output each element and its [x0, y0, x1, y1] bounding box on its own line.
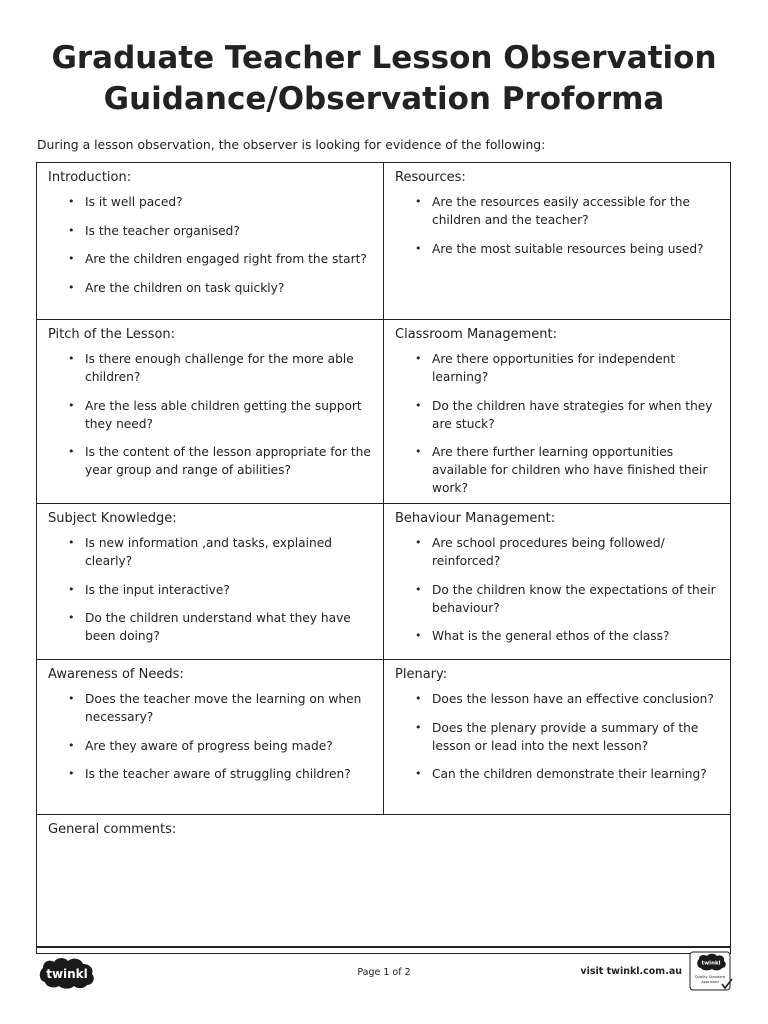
list-item: • Can the children demonstrate their learning?: [415, 765, 720, 783]
list-item: • Is new information ,and tasks, explained clearly?: [68, 534, 373, 570]
section-title: Introduction:: [48, 170, 132, 185]
list-item: • Are the resources easily accessible for the children and the teacher?: [415, 193, 720, 229]
section-title: Awareness of Needs:: [48, 667, 184, 682]
bullet-list: [395, 350, 720, 497]
section-title: Behaviour Management:: [395, 511, 556, 526]
list-item: • Are school procedures being followed/ reinforced?: [415, 534, 720, 570]
section-title: Classroom Management:: [395, 327, 557, 342]
title-line-2: Guidance/Observation Proforma: [103, 81, 665, 117]
section-title: Plenary:: [395, 667, 448, 682]
list-item: • Are the children on task quickly?: [68, 279, 373, 297]
footer-divider: [36, 946, 731, 948]
bullet-list: [395, 690, 720, 783]
bullet-list: [395, 534, 720, 645]
bullet-list: [48, 350, 373, 479]
list-item: • Is there enough challenge for the more able children?: [68, 350, 373, 386]
list-item: • Is the input interactive?: [68, 581, 373, 599]
list-item: • Are there opportunities for independent learning?: [415, 350, 720, 386]
quality-badge-icon: [689, 951, 733, 993]
badge-brand: twinkl: [701, 960, 721, 967]
list-item: • Are the children engaged right from the start?: [68, 250, 373, 268]
intro-text: During a lesson observation, the observer is looking for evidence of the following:: [37, 137, 546, 152]
list-item: • Does the lesson have an effective conclusion?: [415, 690, 720, 708]
section-plenary: [384, 660, 731, 815]
section-resources: [384, 163, 731, 320]
bullet-list: [395, 193, 720, 258]
list-item: • Do the children have strategies for when they are stuck?: [415, 397, 720, 433]
list-item: • Is it well paced?: [68, 193, 373, 211]
list-item: • Is the teacher organised?: [68, 222, 373, 240]
section-introduction: [37, 163, 384, 320]
list-item: • Is the content of the lesson appropriate for the year group and range of abilities?: [68, 443, 373, 479]
badge-line-2: Approved: [701, 980, 719, 984]
list-item: • Are the less able children getting the support they need?: [68, 397, 373, 433]
section-behaviour-management: [384, 504, 731, 660]
list-item: • Is the teacher aware of struggling children?: [68, 765, 373, 783]
list-item: • Do the children know the expectations of their behaviour?: [415, 581, 720, 617]
list-item: • What is the general ethos of the class?: [415, 627, 720, 645]
bullet-list: [48, 534, 373, 645]
list-item: • Do the children understand what they have been doing?: [68, 609, 373, 645]
section-classroom-management: [384, 320, 731, 504]
section-general-comments[interactable]: [37, 815, 731, 954]
section-title: Subject Knowledge:: [48, 511, 177, 526]
bullet-list: [48, 193, 373, 297]
logo-text: twinkl: [46, 967, 88, 981]
list-item: • Are there further learning opportunities available for children who have finished their work?: [415, 443, 720, 497]
section-subject-knowledge: [37, 504, 384, 660]
list-item: • Does the plenary provide a summary of the lesson or lead into the next lesson?: [415, 719, 720, 755]
section-pitch: [37, 320, 384, 504]
section-title: General comments:: [48, 822, 177, 837]
section-awareness-of-needs: [37, 660, 384, 815]
observation-table: [36, 162, 731, 954]
list-item: • Are they aware of progress being made?: [68, 737, 373, 755]
badge-line-1: Quality Standard: [694, 975, 726, 979]
title-line-1: Graduate Teacher Lesson Observation: [51, 40, 717, 76]
document-title: [0, 38, 768, 120]
bullet-list: [48, 690, 373, 783]
page-number: Page 1 of 2: [357, 967, 411, 978]
section-title: Pitch of the Lesson:: [48, 327, 176, 342]
section-title: Resources:: [395, 170, 466, 185]
list-item: • Are the most suitable resources being used?: [415, 240, 720, 258]
list-item: • Does the teacher move the learning on when necessary?: [68, 690, 373, 726]
website-link[interactable]: visit twinkl.com.au: [580, 966, 682, 977]
